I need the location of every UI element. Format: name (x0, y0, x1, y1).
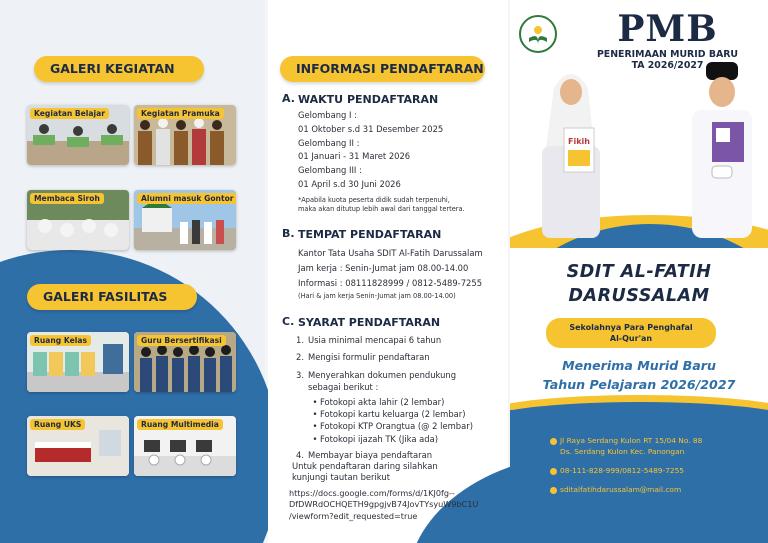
office-hours: Jam kerja : Senin-Jumat jam 08.00-14.00 (298, 263, 469, 273)
place-lines (298, 246, 483, 291)
doc-bullet: • Fotokopi ijazah TK (Jika ada) (312, 433, 438, 444)
online-registration (292, 461, 438, 484)
school-name: SDIT AL-FATIH DARUSSALAM (566, 262, 712, 306)
photo-card-kegiatan-belajar (27, 105, 129, 165)
wave-1-label: Gelombang I : (298, 110, 357, 120)
phone-icon (550, 468, 557, 475)
gallery-activities-title: GALERI KEGIATAN (34, 56, 204, 82)
quota-note (298, 196, 465, 214)
photo-card-membaca-siroh (27, 190, 129, 250)
requirements-list (296, 334, 473, 462)
online-text-2: kunjungi tautan berikut (292, 472, 390, 483)
wave-1-dates: 01 Oktober s.d 31 Desember 2025 (298, 123, 444, 134)
cover-panel (510, 0, 768, 543)
school-email[interactable]: sditalfatihdarussalam@mail.com (560, 485, 682, 494)
book-title: Fikih (568, 137, 590, 146)
students-illustration (516, 58, 766, 238)
online-text-1: Untuk pendaftaran daring silahkan (292, 461, 438, 471)
section-c-letter: C. (282, 315, 295, 328)
pmb-title: PMB (617, 8, 718, 50)
section-a-heading: WAKTU PENDAFTARAN (298, 93, 439, 106)
office-name: Kantor Tata Usaha SDIT Al-Fatih Darussalam (298, 248, 483, 258)
wave-2-label: Gelombang II : (298, 137, 360, 148)
pmb-subtitle: PENERIMAAN MURID BARU TA 2026/2027 (596, 49, 739, 71)
school-logo-icon (519, 15, 557, 53)
book-emblem (521, 17, 555, 51)
quota-note-line-1: *Apabila kuota peserta didik sudah terpenuhi, (298, 196, 450, 204)
schedule-lines (298, 109, 443, 192)
wave-3-label: Gelombang III : (298, 165, 362, 176)
quota-note-line-2: maka akan ditutup lebih awal dari tanggal tertera. (298, 205, 465, 213)
location-icon (550, 438, 557, 445)
doc-bullet: • Fotokopi akta lahir (2 lembar) (312, 396, 445, 407)
doc-bullet: • Fotokopi kartu keluarga (2 lembar) (312, 409, 466, 420)
info-phone: Informasi : 08111828999 / 0812-5489-7255 (298, 278, 483, 288)
photo-card-ruang-kelas (27, 332, 129, 392)
requirement-3: 3. Menyerahkan dokumen pendukung (296, 369, 457, 380)
requirement-2: 2. Mengisi formulir pendaftaran (296, 352, 430, 363)
doc-bullet: • Fotokopi KTP Orangtua (@ 2 lembar) (312, 421, 473, 432)
workday-note: (Hari & jam kerja Senin-Jumat jam 08.00-14.00) (298, 292, 456, 300)
section-b-heading: TEMPAT PENDAFTARAN (298, 228, 442, 241)
photo-caption: Kegiatan Pramuka (137, 108, 224, 119)
document-bullets (310, 396, 473, 446)
photo-card-guru-bersertifikasi (134, 332, 236, 392)
photo-card-ruang-uks (27, 416, 129, 476)
photo-caption: Alumni masuk Gontor (137, 193, 236, 204)
section-b-letter: B. (282, 227, 295, 240)
photo-card-alumni-gontor (134, 190, 236, 250)
wave-2-dates: 01 Januari - 31 Maret 2026 (298, 151, 411, 162)
photo-card-ruang-multimedia (134, 416, 236, 476)
section-a-letter: A. (282, 92, 295, 105)
requirement-4: 4. Membayar biaya pendaftaran (296, 450, 433, 461)
photo-caption: Ruang Kelas (30, 335, 91, 346)
photo-caption: Ruang Multimedia (137, 419, 223, 430)
photo-caption: Ruang UKS (30, 419, 85, 430)
requirement-1: 1. Usia minimal mencapai 6 tahun (296, 335, 442, 345)
requirement-3-cont: sebagai berikut : (308, 382, 379, 393)
admission-headline: Menerima Murid Baru Tahun Pelajaran 2026/2027 (542, 358, 736, 392)
school-phone[interactable]: 08-111-828-999/0812-5489-7255 (560, 466, 684, 475)
photo-caption: Guru Bersertifikasi (137, 335, 226, 346)
school-address: Jl Raya Serdang Kulon RT 15/04 No. 88 Ds. Serdang Kulon Kec. Panongan (560, 436, 703, 456)
section-c-heading: SYARAT PENDAFTARAN (298, 316, 441, 329)
photo-caption: Membaca Siroh (30, 193, 104, 204)
photo-caption: Kegiatan Belajar (30, 108, 109, 119)
registration-link[interactable]: https://docs.google.com/forms/d/1KJ0fg-- DfDWRdOCHQETH9gpgjvB74JovTYsyuW9bC1U /viewform?edit_requested=true (289, 488, 479, 521)
mail-icon (550, 487, 557, 494)
photo-card-kegiatan-pramuka (134, 105, 236, 165)
registration-info-title: INFORMASI PENDAFTARAN (280, 56, 485, 82)
gallery-facilities-title: GALERI FASILITAS (27, 284, 197, 310)
cover-contact-area (510, 410, 768, 543)
wave-3-dates: 01 April s.d 30 Juni 2026 (298, 178, 401, 189)
tagline-badge: Sekolahnya Para Penghafal Al-Qur'an (546, 318, 716, 348)
